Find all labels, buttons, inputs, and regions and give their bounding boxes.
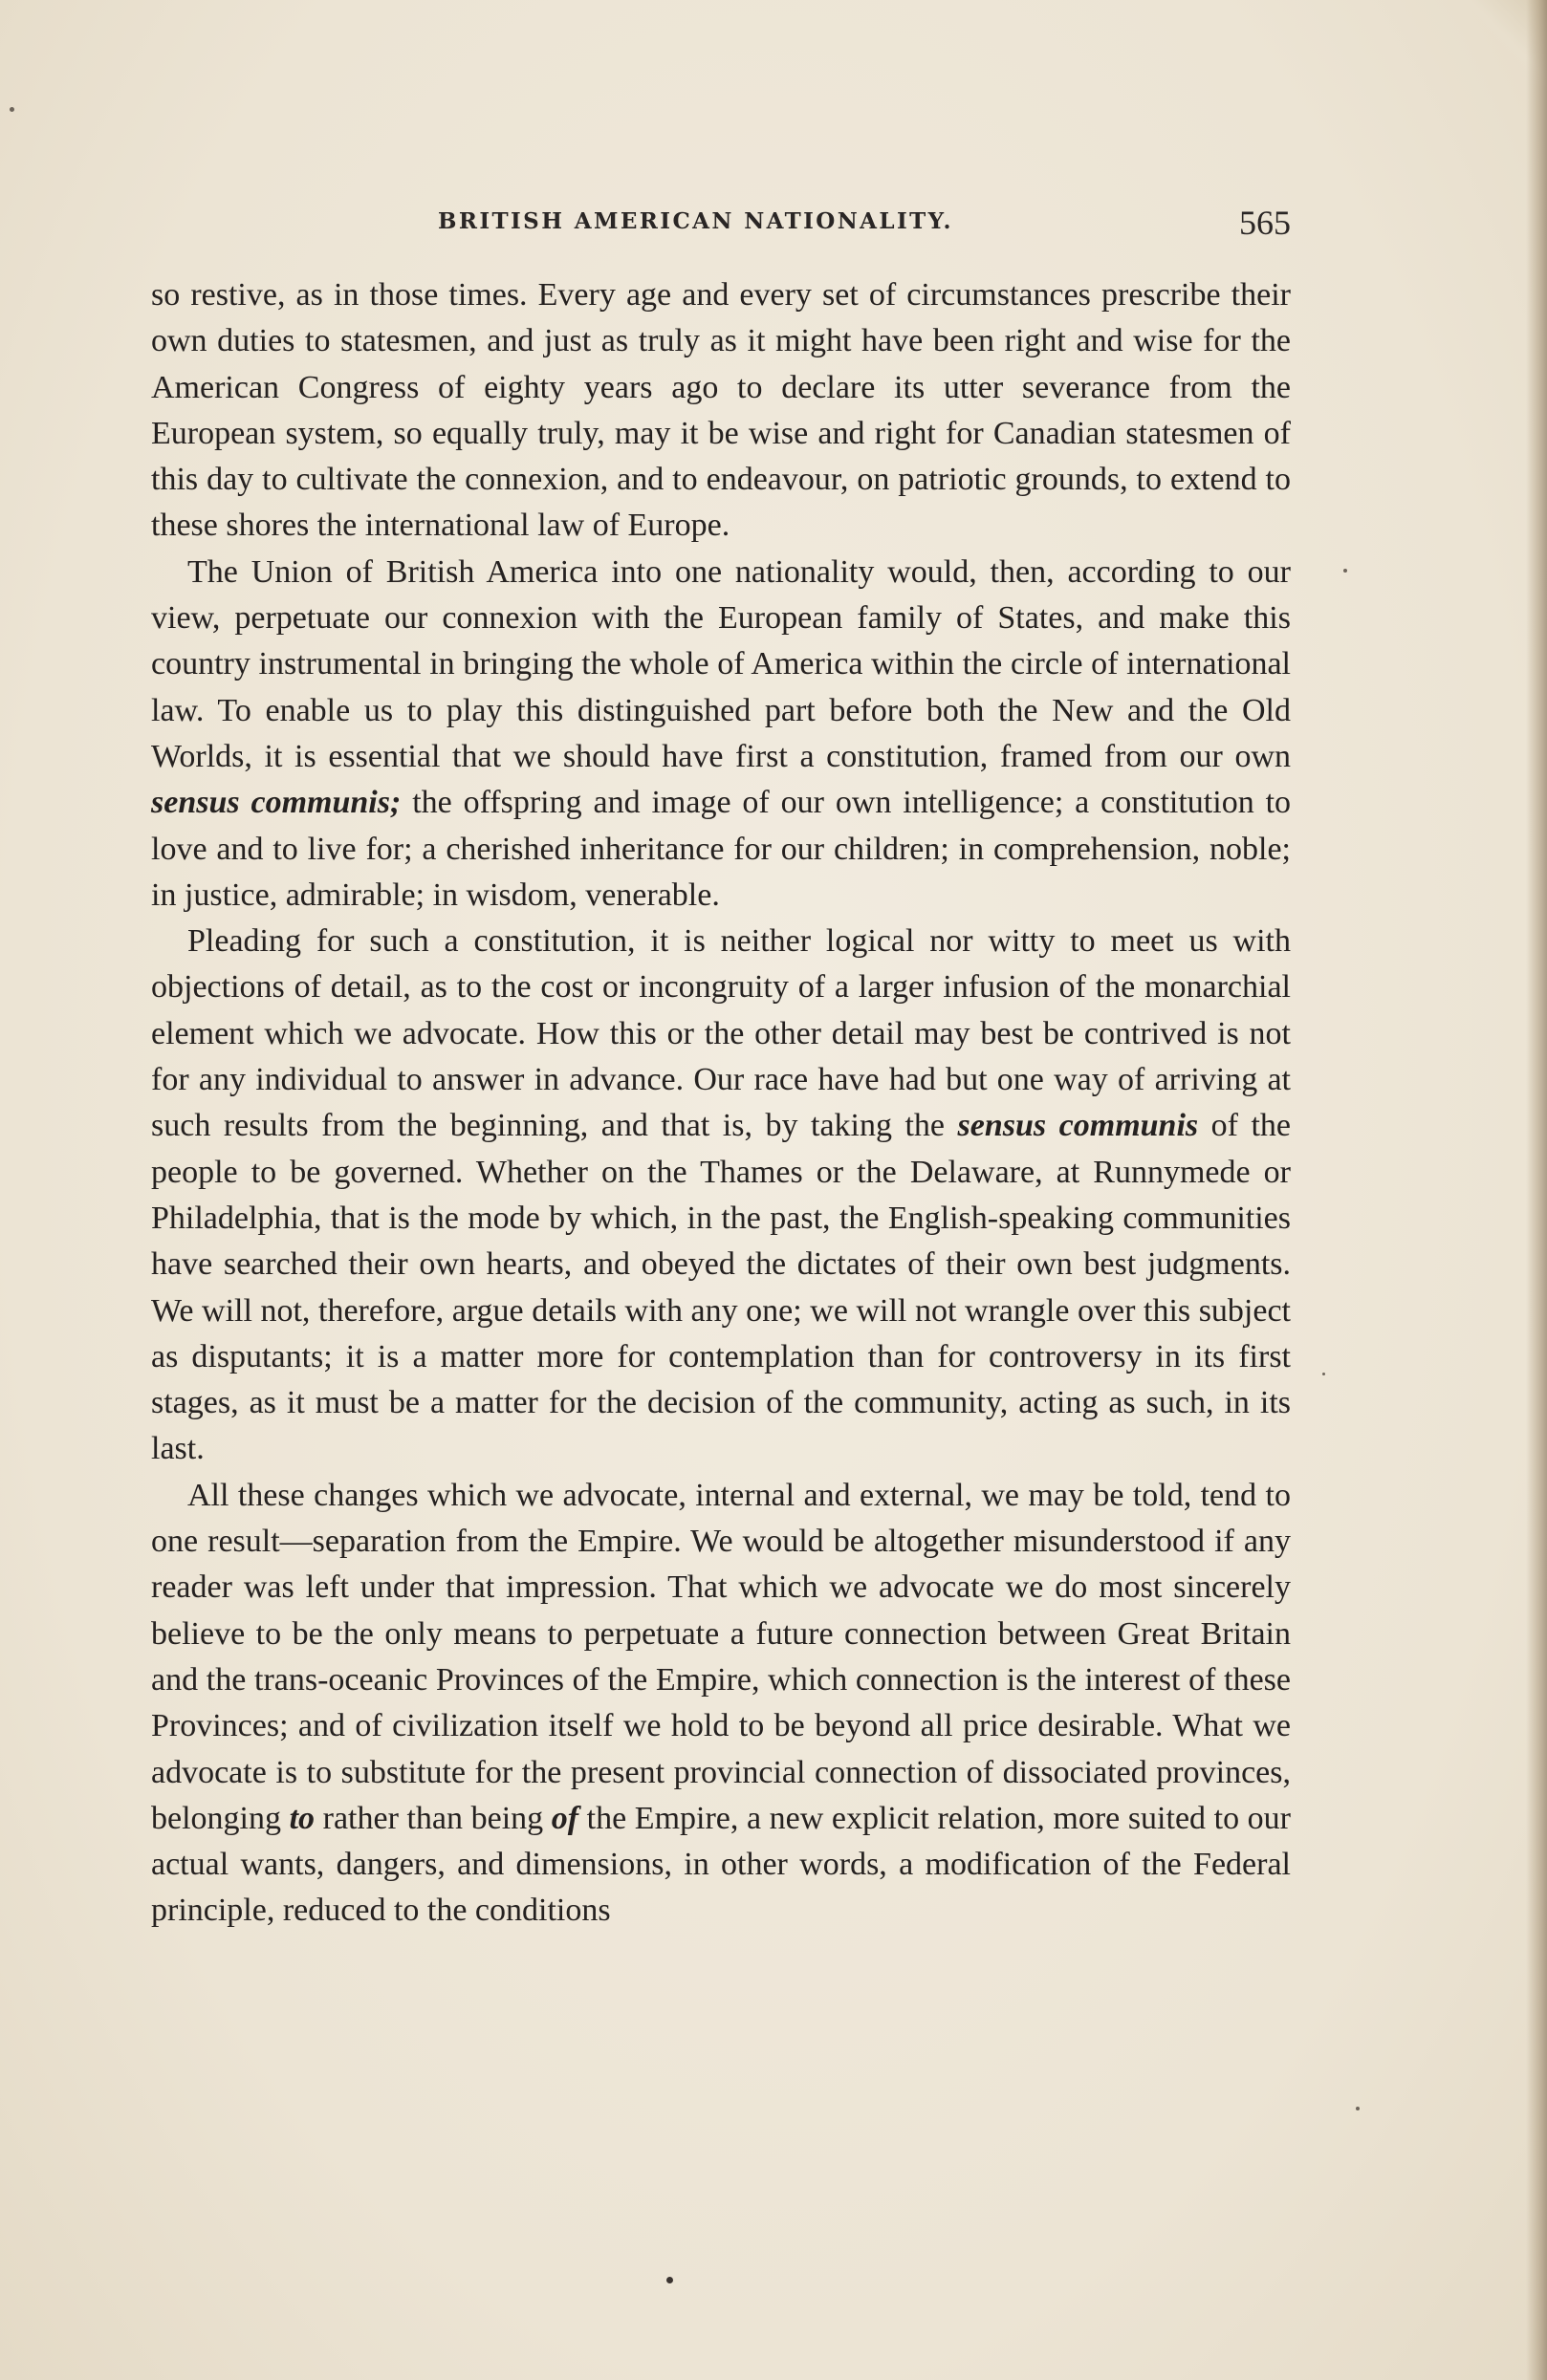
paragraph-4-text-a: All these changes which we advocate, internal and external, we may be told, tend to one result—separation from the Empire. We would be altogether misunderstood if any reader was left under that impression. That which we advocate we do most sincerely believe to be the only means to perpetuate a future connection between Great Britain and the trans-oceanic Provinces of the Empire, which connection is the interest of these Provinces; and of civilization itself we hold to be beyond all price desirable. What we advocate is to substitute for the present provincial connection of dissociated provinces, belonging [151,1477,1291,1836]
page-edge-shadow [1526,0,1547,2380]
paragraph-2 [151,550,1291,919]
paragraph-3-text-b: of the people to be governed. Whether on the Thames or the Delaware, at Runnymede or Philadelphia, that is the mode by which, in the past, the English-speaking communities have searched their own hearts, and obeyed the dictates of their own best judgments. We will not, therefore, argue details with any one; we will not wrangle over this subject as disputants; it is a matter more for contemplation than for controversy in its first stages, as it must be a matter for the decision of the community, acting as such, in its last. [151,1108,1292,1467]
page-header [151,203,1291,250]
paragraph-3-italic: sensus communis [957,1108,1199,1144]
paragraph-2-text-b: the offspring and image of our own intelligence; a constitution to love and to live for; a cherished inheritance for our children; in comprehension, noble; in justice, admirable; in wisdom, venerable. [151,785,1292,913]
paragraph-4-text-b: rather than being [322,1800,544,1836]
paragraph-2-italic: sensus communis; [151,785,402,821]
paragraph-1-text: so restive, as in those times. Every age and every set of circumstances prescribe their own duties to statesmen, and just as truly as it might have been right and wise for the American Congress of eighty years ago to declare its utter severance from the European system, so equally truly, may it be wise and right for Canadian statesmen of this day to cultivate the connexion, and to endeavour, on patriotic grounds, to extend to these shores the international law of Europe. [151,277,1291,544]
page-number: 565 [1239,204,1291,242]
paragraph-4-italic-of: of [551,1800,579,1836]
paragraph-4 [151,1473,1291,1935]
paragraph-4-italic-to: to [289,1800,316,1836]
body-text [151,272,1291,1935]
paragraph-1 [151,272,1291,550]
running-head: BRITISH AMERICAN NATIONALITY. [438,208,953,234]
paragraph-2-text-a: The Union of British America into one nationality would, then, according to our view, perpetuate our connexion with the European family of States, and make this country instrumental in bringing the whole of America within the circle of international law. To enable us to play this distinguished part before both the New and the Old Worlds, it is essential that we should have first a constitution, framed from our own [151,553,1291,774]
paragraph-3-text-a: Pleading for such a constitution, it is neither logical nor witty to meet us with objections of detail, as to the cost or incongruity of a larger infusion of the monarchial element which we advocate. How this or the other detail may best be contrived is not for any individual to answer in advance. Our race have had but one way of arriving at such results from the beginning, and that is, by taking the [151,923,1291,1144]
paper-speck [1343,569,1347,573]
paragraph-3 [151,919,1291,1473]
paragraph-4-text-c: the Empire, a new explicit relation, more suited to our actual wants, dangers, and dimensions, in other words, a modification of the Federal principle, reduced to the conditions [151,1800,1291,1929]
paper-speck [10,107,14,112]
paper-speck [1356,2107,1360,2110]
paper-speck [1322,1373,1325,1375]
footer-dot [666,2277,673,2283]
